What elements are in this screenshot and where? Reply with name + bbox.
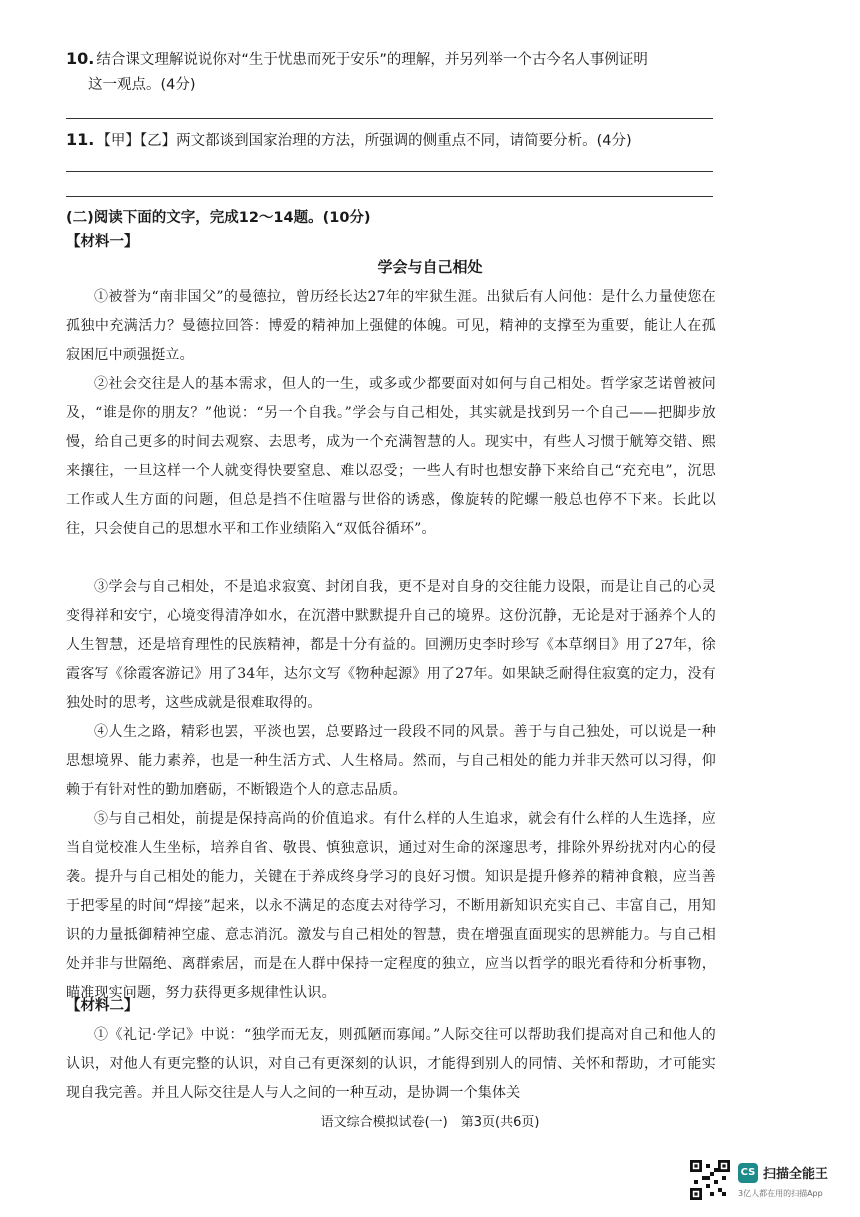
qr-code-icon: [690, 1160, 730, 1200]
scanner-tagline: 3亿人都在用的扫描App: [738, 1189, 823, 1198]
scanner-logo: CS: [738, 1163, 758, 1183]
question-11: 11. 【甲】【乙】两文都谈到国家治理的方法，所强调的侧重点不同，请简要分析。(4分): [66, 130, 632, 149]
page-footer: 语文综合模拟试卷(一) 第3页(共6页): [320, 1115, 540, 1130]
answer-line: [66, 118, 713, 119]
paragraph-4: ④人生之路，精彩也罢，平淡也罢，总要路过一段段不同的风景。善于与自己独处，可以说是一种思想境界、能力素养，也是一种生活方式、人生格局。然而，与自己相处的能力并非天然可以习得，仰赖于有针对性的勤加磨砺，不断锻造个人的意志品质。: [66, 724, 716, 798]
paragraph-3: ③学会与自己相处，不是追求寂寞、封闭自我，更不是对自身的交往能力设限，而是让自己的心灵变得祥和安宁，心境变得清净如水，在沉潜中默默提升自己的境界。这份沉静，无论是对于涵养个人的人生智慧，还是培育理性的民族精神，都是十分有益的。回溯历史李时珍写《本草纲目》用了27年，徐霞客写《徐霞客游记》用了34年，达尔文写《物种起源》用了27年。如果缺乏耐得住寂寞的定力，没有独处时的思考，这些成就是很难取得的。: [66, 579, 716, 711]
paragraph-2: ②社会交往是人的基本需求，但人的一生，或多或少都要面对如何与自己相处。哲学家芝诺曾被问及，“谁是你的朋友？”他说：“另一个自我。”学会与自己相处，其实就是找到另一个自己——把脚步放慢，给自己更多的时间去观察、去思考，成为一个充满智慧的人。现实中，有些人习惯于觥筹交错、熙来攘往，一旦这样一个人就变得快要窒息、难以忍受；一些人有时也想安静下来给自己“充充电”，沉思工作或人生方面的问题，但总是挡不住喧嚣与世俗的诱惑，像旋转的陀螺一般总也停不下来。长此以往，只会使自己的思想水平和工作业绩陷入“双低谷循环”。: [66, 376, 716, 537]
question-11-number: 11.: [66, 130, 95, 149]
scanner-app-name: 扫描全能王: [763, 1167, 829, 1182]
question-10-line1: 10. 结合课文理解说说你对“生于忧患而死于安乐”的理解，并另列举一个古今名人事例证明: [66, 49, 648, 68]
material-1-label: 【材料一】: [66, 234, 139, 250]
section-heading: (二)阅读下面的文字，完成12～14题。(10分): [66, 210, 371, 226]
question-10-line2: 这一观点。(4分): [88, 77, 196, 93]
material-2-paragraph-1: ①《礼记·学记》中说：“独学而无友，则孤陋而寡闻。”人际交往可以帮助我们提高对自己和他人的认识，对他人有更完整的认识，对自己有更深刻的认识，才能得到别人的同情、关怀和帮助，才可能实现自我完善。并且人际交往是人与人之间的一种互动，是协调一个集体关: [66, 1027, 716, 1101]
question-10-number: 10.: [66, 49, 95, 68]
article-title: 学会与自己相处: [377, 258, 483, 276]
paragraph-1: ①被誉为“南非国父”的曼德拉，曾历经长达27年的牢狱生涯。出狱后有人问他：是什么力量使您在孤独中充满活力？曼德拉回答：博爱的精神加上强健的体魄。可见，精神的支撑至为重要，能让人在孤寂困厄中顽强挺立。: [66, 289, 716, 363]
material-2-label: 【材料二】: [66, 998, 139, 1014]
article-body: [66, 283, 716, 1008]
material-2-body: [66, 1021, 716, 1108]
paragraph-5: ⑤与自己相处，前提是保持高尚的价值追求。有什么样的人生追求，就会有什么样的人生选择，应当自觉校准人生坐标，培养自省、敬畏、慎独意识，通过对生命的深邃思考，排除外界纷扰对内心的侵袭。提升与自己相处的能力，关键在于养成终身学习的良好习惯。知识是提升修养的精神食粮，应当善于把零星的时间“焊接”起来，以永不满足的态度去对待学习，不断用新知识充实自己、丰富自己，用知识的力量抵御精神空虚、意志消沉。激发与自己相处的智慧，贵在增强直面现实的思辨能力。与自己相处并非与世隔绝、离群索居，而是在人群中保持一定程度的独立，应当以哲学的眼光看待和分析事物，瞄准现实问题，努力获得更多规律性认识。: [66, 811, 716, 1001]
answer-line: [66, 196, 713, 197]
answer-line: [66, 171, 713, 172]
